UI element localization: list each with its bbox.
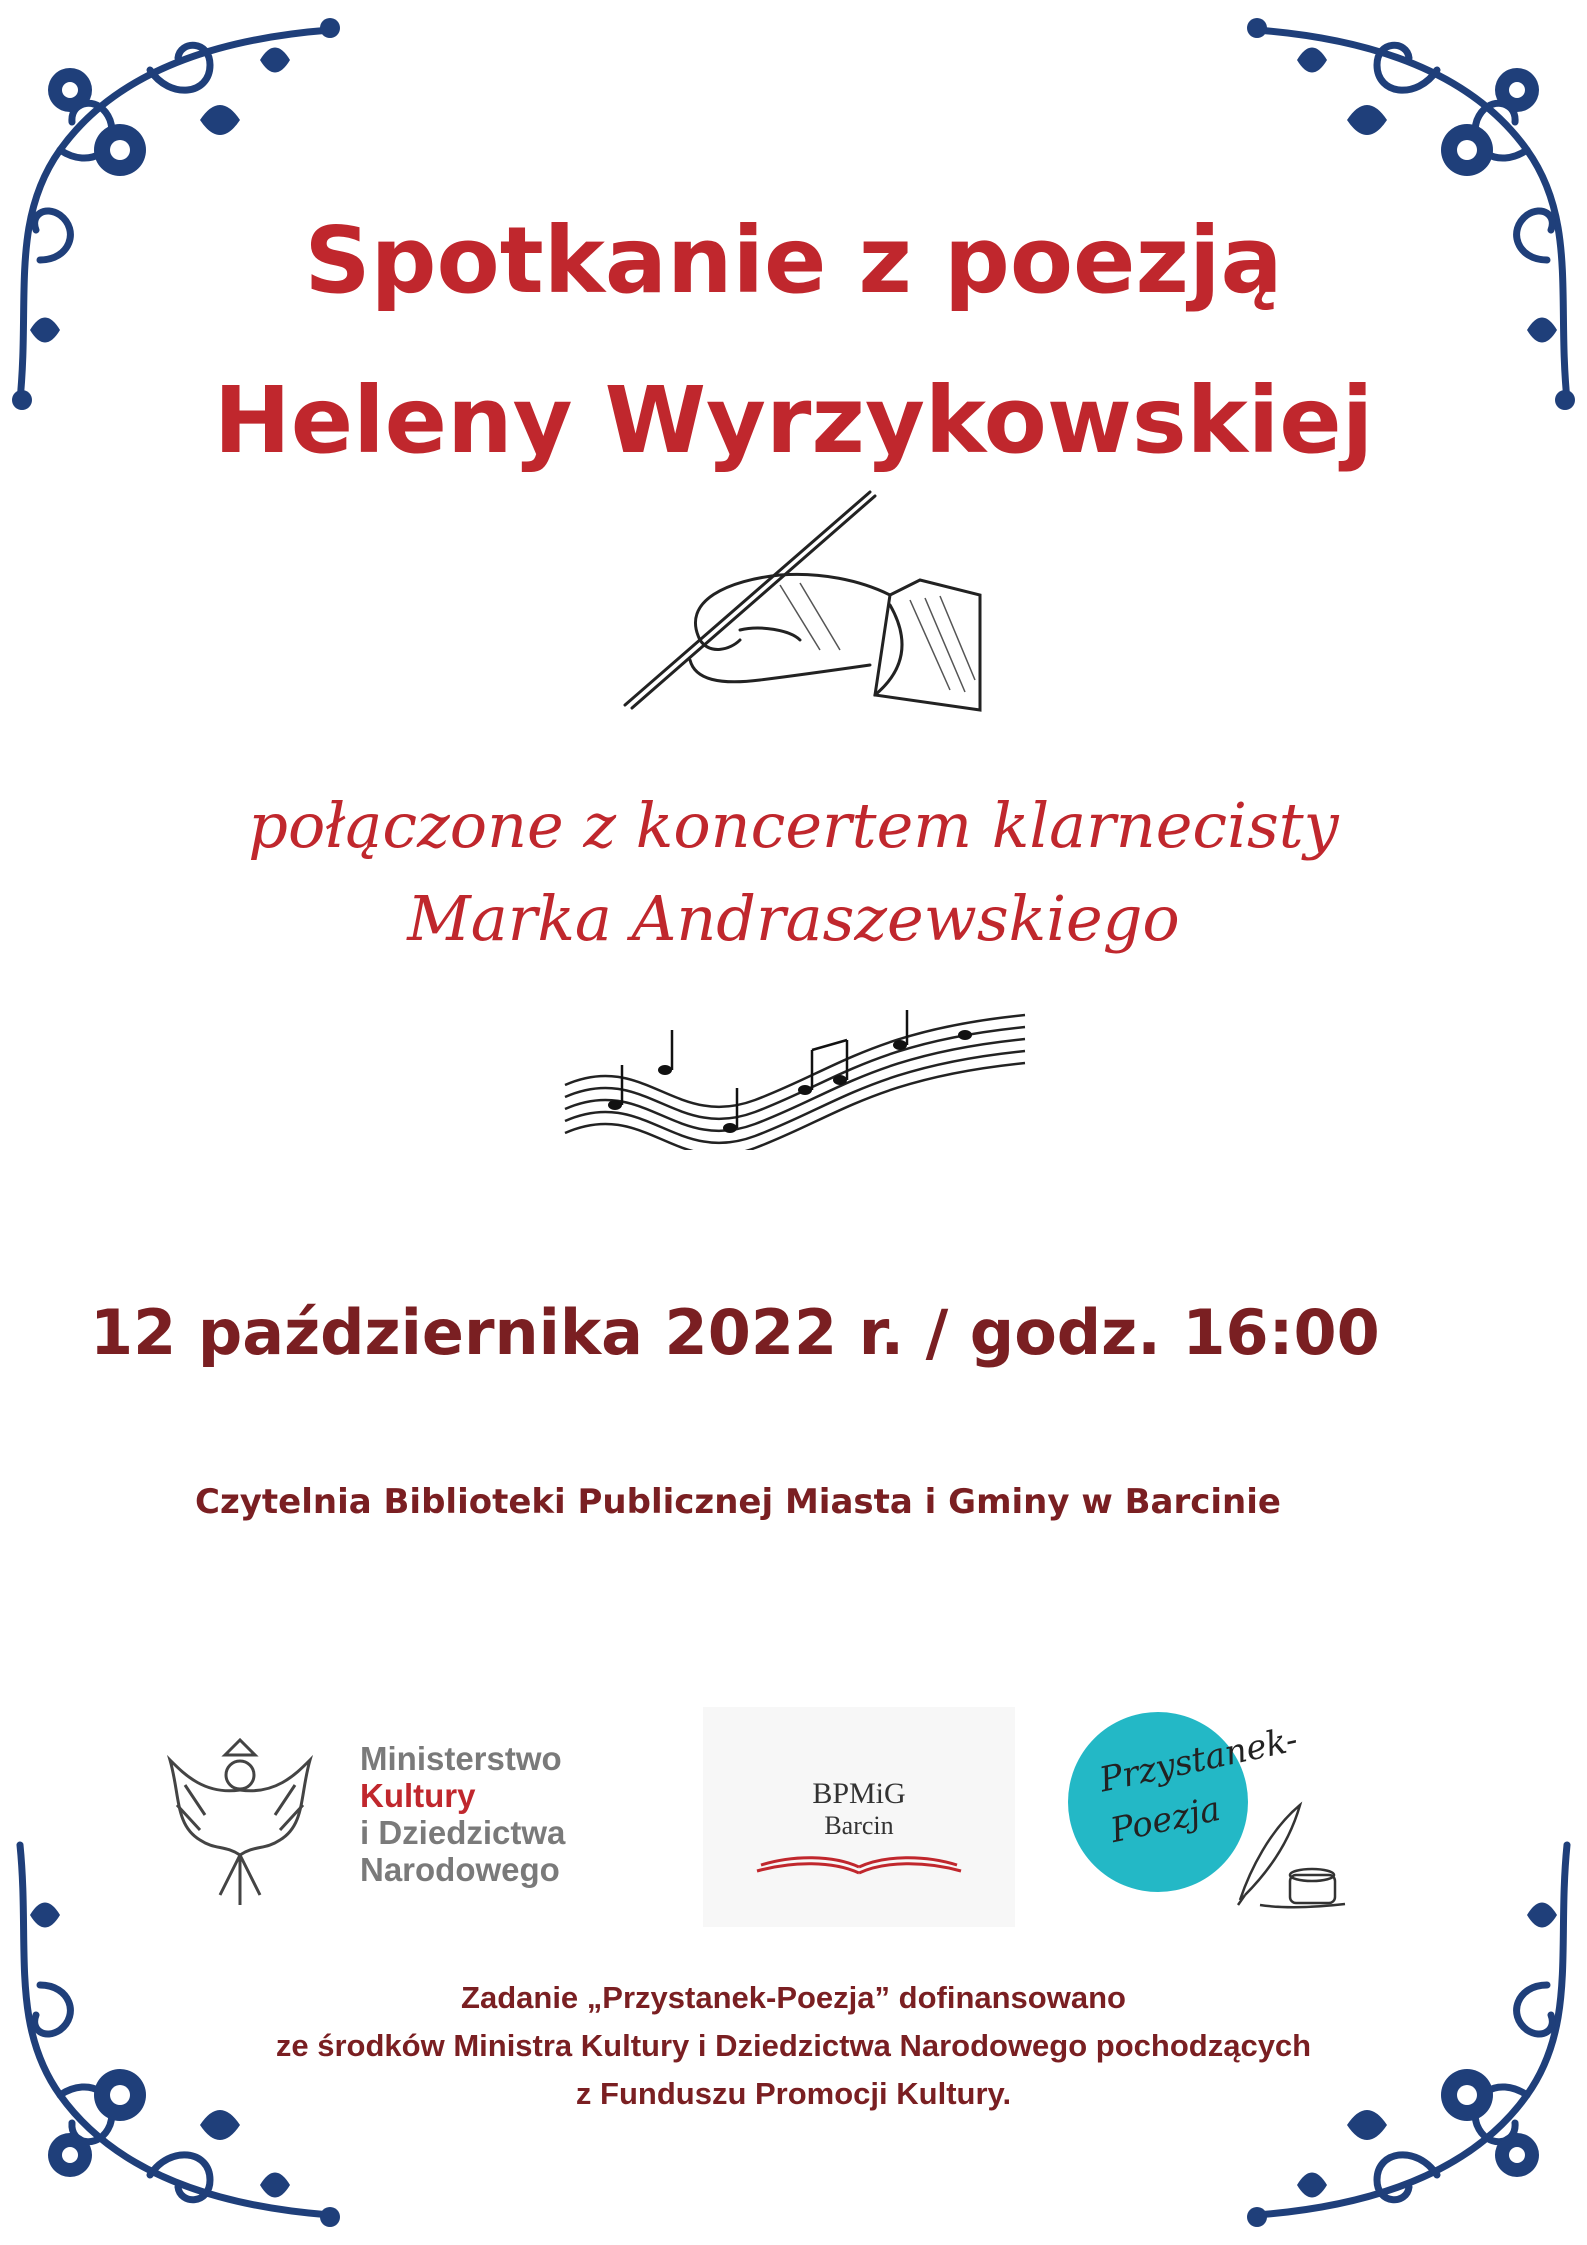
footer-line-1: Zadanie „Przystanek-Poezja” dofinansowano <box>461 1980 1126 2015</box>
event-date-time: 12 października 2022 r. / godz. 16:00 <box>90 1296 1380 1369</box>
ministry-logo-line-2: Kultury <box>360 1777 476 1814</box>
music-staff-icon <box>555 1010 1030 1150</box>
quill-inkwell-icon <box>1230 1800 1350 1910</box>
subtitle-line-1: połączone z koncertem klarnecisty <box>248 789 1339 862</box>
library-logo <box>703 1707 1015 1927</box>
event-venue: Czytelnia Biblioteki Publicznej Miasta i Gminy w Barcinie <box>195 1482 1281 1522</box>
polish-eagle-icon <box>165 1735 315 1910</box>
project-logo-line-1: Przystanek- <box>1096 1719 1302 1801</box>
open-book-icon <box>753 1837 965 1877</box>
ministry-logo-line-4: Narodowego <box>360 1851 560 1888</box>
ministry-logo-line-3: i Dziedzictwa <box>360 1814 566 1851</box>
footer-line-3: z Funduszu Promocji Kultury. <box>575 2076 1012 2111</box>
title-line-2: Heleny Wyrzykowskiej <box>213 367 1374 474</box>
footer-line-2: ze środków Ministra Kultury i Dziedzictwa Narodowego pochodzących <box>275 2028 1312 2063</box>
ministry-logo-line-1: Ministerstwo <box>360 1740 562 1777</box>
title-line-1: Spotkanie z poezją <box>304 207 1283 314</box>
ministry-logo-text <box>360 1740 565 1888</box>
project-logo-line-2: Poezja <box>1107 1788 1224 1852</box>
library-logo-line-1: BPMiG <box>812 1777 906 1810</box>
subtitle-line-2: Marka Andraszewskiego <box>407 882 1180 955</box>
library-logo-line-2: Barcin <box>824 1811 894 1840</box>
hand-with-pen-icon <box>620 480 990 720</box>
